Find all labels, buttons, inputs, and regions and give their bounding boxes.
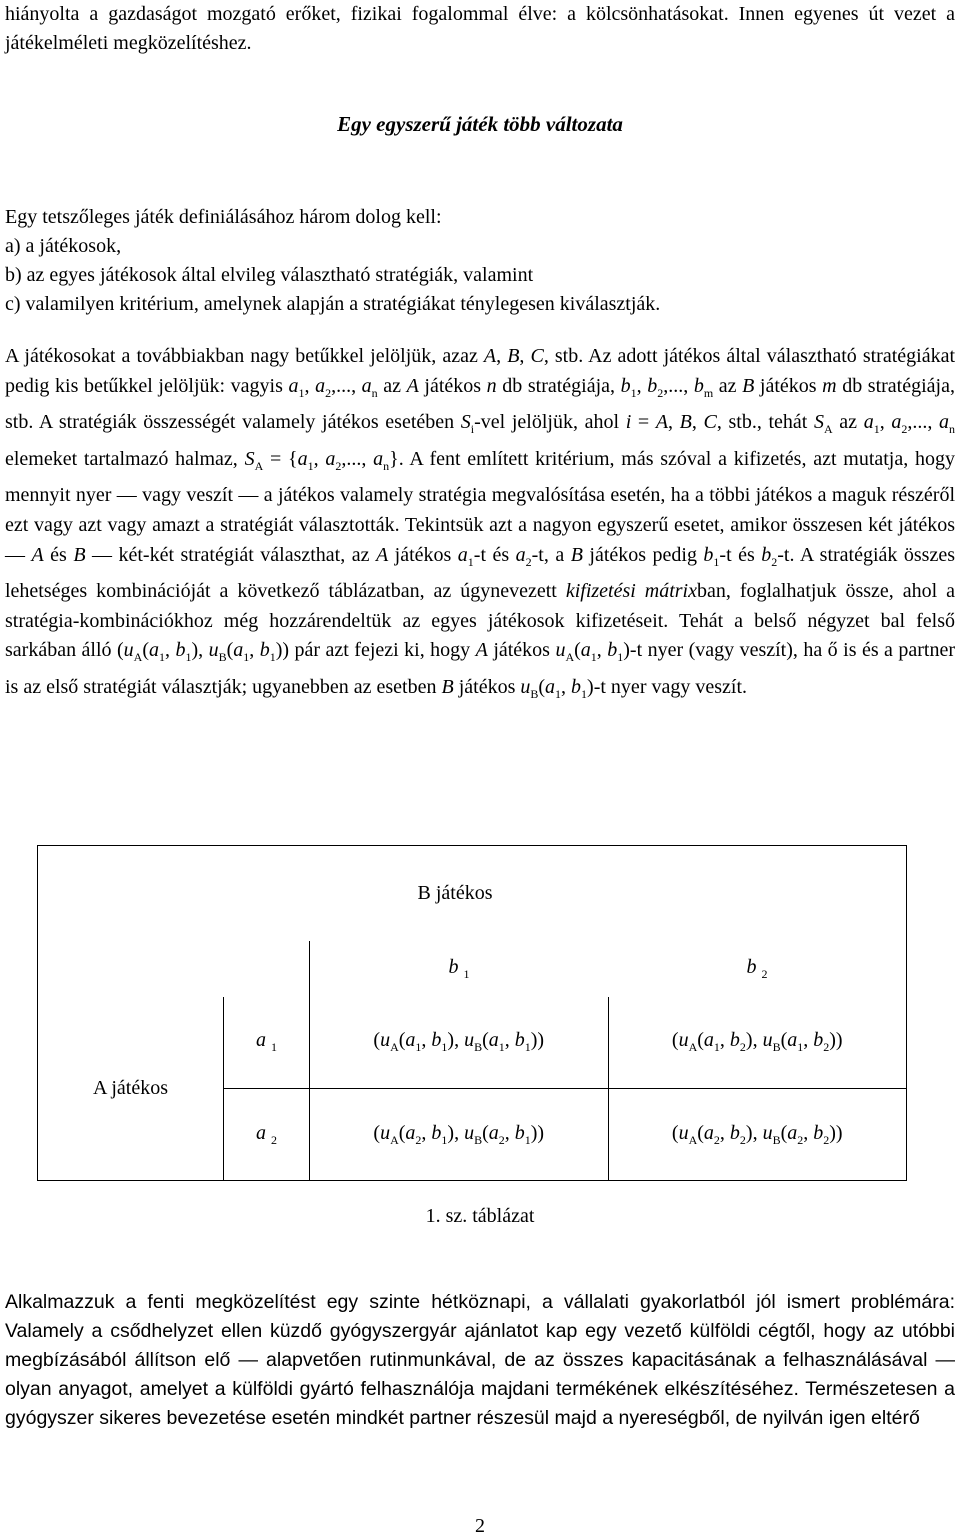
section-title: Egy egyszerű játék több változata <box>337 112 623 136</box>
col-b2: b $_2$ <box>608 941 907 997</box>
table-header-b: B játékos <box>310 846 907 941</box>
table-caption: 1. sz. táblázat <box>425 1205 535 1227</box>
closing-paragraph: Alkalmazzuk a fenti megközelítést egy szinte hétköznapi, a vállalati gyakorlatból jól ismert problémára: Valamely a csődhelyzet ellen küzdő gyógyszergyár ajánlatot kap egy vezető külföldi cégtől, hogy az utóbbi megbízásából állítson elő — alapvetően rutinmunkával, de az összes kapacitásának a felhasználásával — olyan anyagot, amelyet a külföldi gyártó felhasználója majdani termékének elkészítéséhez. Természetesen a gyógyszer sikeres bevezetése esetén mindkét partner részesül majd a nyereségből, de nyilván igen eltérő <box>5 1291 955 1429</box>
cell-a2-b1: ($u_A(a_2$, $b_1$), $u_B(a_2$, $b_1$)) <box>310 1089 609 1181</box>
list-item-c: c) valamilyen kritérium, amelynek alapján a stratégiákat ténylegesen kiválasztják. <box>5 293 661 315</box>
cell-a2-b2: ($u_A(a_2$, $b_2$), $u_B(a_2$, $b_2$)) <box>608 1089 907 1181</box>
row-a1: a $_1$ <box>224 997 310 1089</box>
intro-paragraph: hiányolta a gazdaságot mozgató erőket, fizikai fogalommal élve: a kölcsönhatásokat. Innen egyenes út vezet a játékelméleti megközelítéshez. <box>5 3 955 54</box>
col-b1: b $_1$ <box>310 941 609 997</box>
cell-a1-b2: ($u_A(a_1$, $b_2$), $u_B(a_1$, $b_2$)) <box>608 997 907 1089</box>
row-header-a: A játékos <box>38 997 224 1181</box>
row-a2: a $_2$ <box>224 1089 310 1181</box>
list-item-a: a) a játékosok, <box>5 235 122 257</box>
list-lead: Egy tetszőleges játék definiálásához három dolog kell: <box>5 206 442 228</box>
definition-list <box>5 203 955 319</box>
list-item-b: b) az egyes játékosok által elvileg választható stratégiák, valamint <box>5 264 534 286</box>
cell-a1-b1: ($u_A(a_1$, $b_1$), $u_B(a_1$, $b_1$)) <box>310 997 609 1089</box>
main-paragraph: A játékosokat a továbbiakban nagy betűkkel jelöljük, azaz A, B, C, stb. Az adott játékos által választható stratégiákat pedig kis betűkkel jelöljük: vagyis $a_1$, $a_2$,..., $a_n$ az A játékos n db stratégiája, $b_1$, $b_2$,..., $b_m$ az B játékos m db stratégiája, stb. A stratégiák összességét valamely játékos esetében $S_i$-vel jelöljük, ahol i = A, B, C, stb., tehát $S_A$ az $a_1$, $a_2$,..., $a_n$ elemeket tartalmazó halmaz, $S_A = \{a_1$, $a_2$,..., $a_n$}. A fent említett kritérium, más szóval a kifizetés, azt mutatja, hogy mennyit nyer — vagy veszít — a játékos valamely stratégia megvalósítása esetén, ha a többi játékos a maguk részéről ezt vagy azt vagy amazt a stratégiát választották. Tekintsük azt a nagyon egyszerű esetet, amikor összesen két játékos — A és B — két-két stratégiát választhat, az A játékos $a_1-t$ és $a_2-t$, a B játékos pedig $b_1-t$ és $b_2-t$. A stratégiák összes lehetséges kombinációját a következő táblázatban, az úgynevezett kifizetési mátrixban, foglalhatjuk össze, ahol a stratégia-kombinációkhoz még hozzárendeltük az egyes játékosok kifizetéseit. Tehát a belső négyzet bal felső sarkában álló ($u_A(a_1$, $b_1$), $u_B(a_1$, $b_1$)) pár azt fejezi ki, hogy A játékos $u_A(a_1$, $b_1)-t$ nyer (vagy veszít), ha ő is és a partner is az első stratégiát választják; ugyanebben az esetben B játékos $u_B(a_1$, $b_1)-t$ nyer vagy veszít. <box>5 345 956 701</box>
payoff-matrix <box>37 845 907 1181</box>
page-number: 2 <box>475 1515 485 1537</box>
